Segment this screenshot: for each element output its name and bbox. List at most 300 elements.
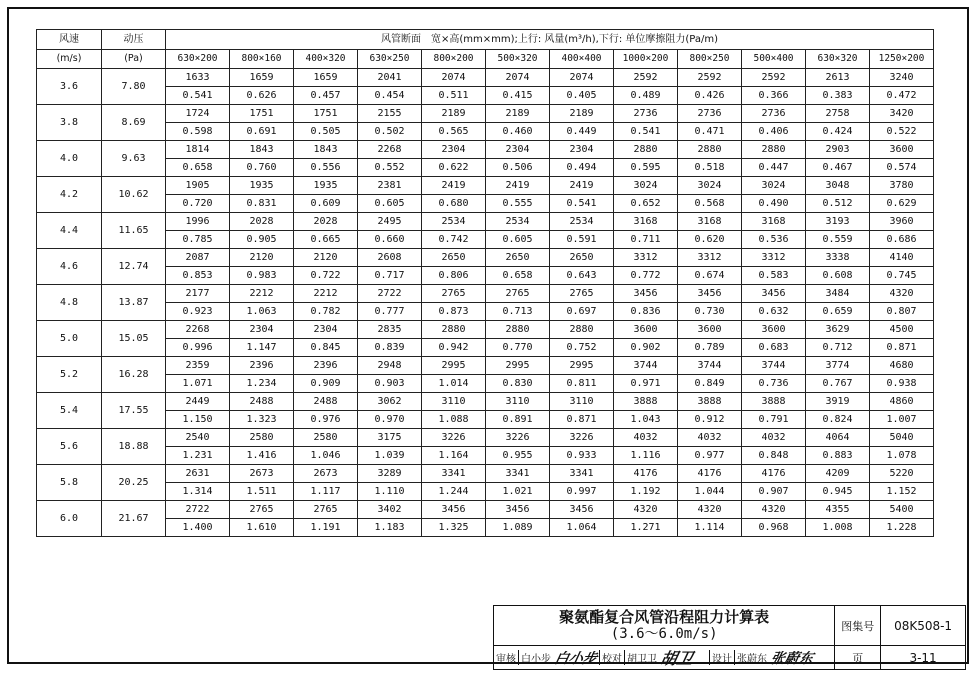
- airflow-cell: 2041: [358, 69, 422, 87]
- friction-resistance-cell: 1.088: [422, 411, 486, 429]
- friction-resistance-cell: 1.071: [166, 375, 230, 393]
- drawing-title: 聚氨酯复合风管沿程阻力计算表: [559, 608, 770, 626]
- pressure-unit: (Pa): [102, 50, 166, 69]
- table-row-airflow: [37, 321, 934, 339]
- air-speed-cell: 4.4: [37, 213, 102, 249]
- friction-resistance-cell: 0.467: [806, 159, 870, 177]
- airflow-cell: 3110: [550, 393, 614, 411]
- friction-resistance-cell: 0.622: [422, 159, 486, 177]
- design-name: 张蔚东: [734, 650, 769, 665]
- check-label: 校对: [599, 650, 624, 665]
- friction-resistance-cell: 1.511: [230, 483, 294, 501]
- friction-resistance-cell: 0.574: [870, 159, 934, 177]
- friction-resistance-cell: 1.008: [806, 519, 870, 537]
- friction-resistance-cell: 0.686: [870, 231, 934, 249]
- airflow-cell: 4320: [870, 285, 934, 303]
- airflow-cell: 3024: [742, 177, 806, 195]
- friction-resistance-cell: 0.426: [678, 87, 742, 105]
- friction-resistance-cell: 0.489: [614, 87, 678, 105]
- friction-resistance-cell: 0.502: [358, 123, 422, 141]
- airflow-cell: 4860: [870, 393, 934, 411]
- review-name: 白小步: [518, 650, 553, 665]
- friction-resistance-cell: 1.063: [230, 303, 294, 321]
- airflow-cell: 2488: [230, 393, 294, 411]
- airflow-cell: 3226: [422, 429, 486, 447]
- friction-resistance-cell: 0.807: [870, 303, 934, 321]
- table-row-resistance: [37, 159, 934, 177]
- airflow-cell: 2359: [166, 357, 230, 375]
- duct-size-header: 800×250: [678, 50, 742, 69]
- airflow-cell: 3338: [806, 249, 870, 267]
- airflow-cell: 3024: [678, 177, 742, 195]
- airflow-cell: 2212: [294, 285, 358, 303]
- friction-resistance-cell: 0.903: [358, 375, 422, 393]
- airflow-cell: 2580: [294, 429, 358, 447]
- friction-resistance-cell: 1.152: [870, 483, 934, 501]
- atlas-label: 图集号: [835, 606, 881, 646]
- airflow-cell: 5040: [870, 429, 934, 447]
- dynamic-pressure-cell: 12.74: [102, 249, 166, 285]
- airflow-cell: 2631: [166, 465, 230, 483]
- friction-resistance-cell: 0.720: [166, 195, 230, 213]
- friction-resistance-cell: 0.712: [806, 339, 870, 357]
- duct-size-header: 400×400: [550, 50, 614, 69]
- airflow-cell: 3341: [486, 465, 550, 483]
- friction-resistance-cell: 1.021: [486, 483, 550, 501]
- table-row-resistance: [37, 303, 934, 321]
- dynamic-pressure-cell: 7.80: [102, 69, 166, 105]
- airflow-cell: 3048: [806, 177, 870, 195]
- air-speed-cell: 3.8: [37, 105, 102, 141]
- airflow-cell: 2995: [422, 357, 486, 375]
- airflow-cell: 4032: [742, 429, 806, 447]
- friction-resistance-cell: 0.791: [742, 411, 806, 429]
- friction-resistance-cell: 0.752: [550, 339, 614, 357]
- atlas-number: 08K508-1: [881, 606, 966, 646]
- airflow-cell: 2995: [550, 357, 614, 375]
- airflow-cell: 3110: [422, 393, 486, 411]
- friction-resistance-cell: 1.007: [870, 411, 934, 429]
- airflow-cell: 2534: [550, 213, 614, 231]
- airflow-cell: 3289: [358, 465, 422, 483]
- friction-resistance-cell: 0.506: [486, 159, 550, 177]
- airflow-cell: 3312: [742, 249, 806, 267]
- airflow-cell: 3600: [870, 141, 934, 159]
- airflow-cell: 3744: [678, 357, 742, 375]
- airflow-cell: 5220: [870, 465, 934, 483]
- review-label: 审核: [496, 654, 516, 665]
- duct-size-header: 1000×200: [614, 50, 678, 69]
- air-speed-cell: 4.2: [37, 177, 102, 213]
- airflow-cell: 3780: [870, 177, 934, 195]
- drawing-subtitle: (3.6～6.0m/s): [610, 626, 718, 642]
- airflow-cell: 2534: [486, 213, 550, 231]
- dynamic-pressure-cell: 18.88: [102, 429, 166, 465]
- friction-resistance-cell: 0.836: [614, 303, 678, 321]
- friction-resistance-cell: 1.271: [614, 519, 678, 537]
- airflow-cell: 2673: [230, 465, 294, 483]
- air-speed-cell: 3.6: [37, 69, 102, 105]
- airflow-cell: 4680: [870, 357, 934, 375]
- friction-resistance-cell: 0.415: [486, 87, 550, 105]
- airflow-cell: 1935: [230, 177, 294, 195]
- table-row-airflow: [37, 465, 934, 483]
- friction-resistance-cell: 0.512: [806, 195, 870, 213]
- friction-resistance-cell: 0.683: [742, 339, 806, 357]
- friction-resistance-cell: 0.697: [550, 303, 614, 321]
- duct-size-header: 400×320: [294, 50, 358, 69]
- dynamic-pressure-cell: 11.65: [102, 213, 166, 249]
- air-speed-cell: 6.0: [37, 501, 102, 537]
- friction-resistance-cell: 0.806: [422, 267, 486, 285]
- airflow-cell: 3456: [614, 285, 678, 303]
- friction-resistance-cell: 0.541: [166, 87, 230, 105]
- friction-resistance-cell: 1.323: [230, 411, 294, 429]
- friction-resistance-cell: 0.811: [550, 375, 614, 393]
- airflow-cell: 3024: [614, 177, 678, 195]
- friction-resistance-cell: 0.680: [422, 195, 486, 213]
- friction-resistance-cell: 0.652: [614, 195, 678, 213]
- airflow-cell: 4355: [806, 501, 870, 519]
- airflow-cell: 2650: [550, 249, 614, 267]
- airflow-cell: 2449: [166, 393, 230, 411]
- airflow-cell: 1843: [294, 141, 358, 159]
- dynamic-pressure-cell: 16.28: [102, 357, 166, 393]
- friction-resistance-cell: 0.598: [166, 123, 230, 141]
- air-speed-cell: 5.4: [37, 393, 102, 429]
- table-row-airflow: [37, 177, 934, 195]
- airflow-cell: 4176: [742, 465, 806, 483]
- airflow-cell: 2736: [614, 105, 678, 123]
- friction-resistance-cell: 0.447: [742, 159, 806, 177]
- airflow-cell: 3226: [550, 429, 614, 447]
- friction-resistance-cell: 0.472: [870, 87, 934, 105]
- airflow-cell: 2268: [358, 141, 422, 159]
- airflow-cell: 2880: [742, 141, 806, 159]
- friction-resistance-cell: 0.405: [550, 87, 614, 105]
- table-row-airflow: [37, 213, 934, 231]
- friction-resistance-cell: 0.591: [550, 231, 614, 249]
- air-speed-cell: 5.0: [37, 321, 102, 357]
- airflow-cell: 4320: [614, 501, 678, 519]
- airflow-cell: 3600: [742, 321, 806, 339]
- friction-resistance-cell: 0.406: [742, 123, 806, 141]
- airflow-cell: 2189: [486, 105, 550, 123]
- friction-resistance-cell: 0.511: [422, 87, 486, 105]
- friction-resistance-cell: 1.610: [230, 519, 294, 537]
- airflow-cell: 2765: [486, 285, 550, 303]
- airflow-cell: 2592: [614, 69, 678, 87]
- friction-resistance-cell: 0.970: [358, 411, 422, 429]
- airflow-cell: 3456: [422, 501, 486, 519]
- friction-resistance-cell: 0.541: [614, 123, 678, 141]
- table-row-airflow: [37, 69, 934, 87]
- airflow-cell: 2673: [294, 465, 358, 483]
- airflow-cell: 2304: [422, 141, 486, 159]
- pressure-header: 动压: [102, 30, 166, 50]
- airflow-cell: 4176: [614, 465, 678, 483]
- airflow-cell: 3226: [486, 429, 550, 447]
- friction-resistance-cell: 0.541: [550, 195, 614, 213]
- friction-resistance-cell: 0.608: [806, 267, 870, 285]
- airflow-cell: 3888: [678, 393, 742, 411]
- dynamic-pressure-cell: 15.05: [102, 321, 166, 357]
- air-speed-cell: 4.0: [37, 141, 102, 177]
- airflow-cell: 2534: [422, 213, 486, 231]
- airflow-cell: 2722: [166, 501, 230, 519]
- signature-row: [494, 646, 835, 670]
- airflow-cell: 2268: [166, 321, 230, 339]
- friction-resistance-cell: 0.717: [358, 267, 422, 285]
- airflow-cell: 1996: [166, 213, 230, 231]
- airflow-cell: 3456: [678, 285, 742, 303]
- friction-resistance-cell: 0.853: [166, 267, 230, 285]
- drawing-title-cell: [494, 606, 835, 646]
- friction-resistance-cell: 1.116: [614, 447, 678, 465]
- friction-resistance-cell: 0.568: [678, 195, 742, 213]
- friction-resistance-cell: 0.902: [614, 339, 678, 357]
- friction-resistance-cell: 0.490: [742, 195, 806, 213]
- friction-resistance-cell: 0.555: [486, 195, 550, 213]
- friction-resistance-cell: 0.831: [230, 195, 294, 213]
- airflow-cell: 1724: [166, 105, 230, 123]
- airflow-cell: 3193: [806, 213, 870, 231]
- friction-resistance-cell: 0.605: [486, 231, 550, 249]
- friction-resistance-cell: 0.871: [870, 339, 934, 357]
- dynamic-pressure-cell: 10.62: [102, 177, 166, 213]
- friction-resistance-cell: 0.674: [678, 267, 742, 285]
- table-row-resistance: [37, 519, 934, 537]
- friction-resistance-cell: 1.117: [294, 483, 358, 501]
- dynamic-pressure-cell: 8.69: [102, 105, 166, 141]
- friction-resistance-cell: 0.891: [486, 411, 550, 429]
- friction-resistance-cell: 1.400: [166, 519, 230, 537]
- friction-resistance-cell: 0.883: [806, 447, 870, 465]
- table-row-resistance: [37, 339, 934, 357]
- duct-size-header: 800×200: [422, 50, 486, 69]
- airflow-cell: 2736: [742, 105, 806, 123]
- airflow-cell: 2304: [294, 321, 358, 339]
- friction-resistance-cell: 0.849: [678, 375, 742, 393]
- airflow-cell: 3240: [870, 69, 934, 87]
- airflow-cell: 2189: [422, 105, 486, 123]
- table-row-resistance: [37, 375, 934, 393]
- airflow-cell: 1905: [166, 177, 230, 195]
- air-speed-cell: 4.8: [37, 285, 102, 321]
- airflow-cell: 3341: [422, 465, 486, 483]
- friction-resistance-cell: 1.228: [870, 519, 934, 537]
- airflow-cell: 2120: [230, 249, 294, 267]
- table-row-resistance: [37, 123, 934, 141]
- friction-resistance-cell: 0.629: [870, 195, 934, 213]
- airflow-cell: 3420: [870, 105, 934, 123]
- airflow-cell: 2995: [486, 357, 550, 375]
- friction-resistance-cell: 1.244: [422, 483, 486, 501]
- airflow-cell: 3888: [614, 393, 678, 411]
- friction-resistance-cell: 0.909: [294, 375, 358, 393]
- airflow-cell: 3629: [806, 321, 870, 339]
- table-row-resistance: [37, 87, 934, 105]
- airflow-cell: 3744: [742, 357, 806, 375]
- airflow-cell: 3774: [806, 357, 870, 375]
- friction-resistance-cell: 0.658: [486, 267, 550, 285]
- table-row-resistance: [37, 483, 934, 501]
- airflow-cell: 3484: [806, 285, 870, 303]
- table-row-airflow: [37, 105, 934, 123]
- friction-resistance-cell: 1.064: [550, 519, 614, 537]
- airflow-cell: 2736: [678, 105, 742, 123]
- friction-resistance-cell: 0.460: [486, 123, 550, 141]
- airflow-cell: 2948: [358, 357, 422, 375]
- friction-resistance-cell: 0.660: [358, 231, 422, 249]
- friction-resistance-cell: 0.713: [486, 303, 550, 321]
- speed-unit: (m/s): [37, 50, 102, 69]
- airflow-cell: 2880: [486, 321, 550, 339]
- friction-resistance-cell: 0.933: [550, 447, 614, 465]
- friction-resistance-cell: 1.014: [422, 375, 486, 393]
- airflow-cell: 2074: [550, 69, 614, 87]
- airflow-cell: 2722: [358, 285, 422, 303]
- friction-resistance-cell: 0.454: [358, 87, 422, 105]
- airflow-cell: 2592: [742, 69, 806, 87]
- friction-resistance-cell: 0.955: [486, 447, 550, 465]
- airflow-cell: 2835: [358, 321, 422, 339]
- friction-resistance-cell: 0.997: [550, 483, 614, 501]
- friction-resistance-cell: 1.110: [358, 483, 422, 501]
- friction-resistance-cell: 0.767: [806, 375, 870, 393]
- airflow-cell: 2381: [358, 177, 422, 195]
- dynamic-pressure-cell: 21.67: [102, 501, 166, 537]
- airflow-cell: 2650: [422, 249, 486, 267]
- airflow-cell: 2028: [230, 213, 294, 231]
- friction-resistance-cell: 0.772: [614, 267, 678, 285]
- friction-resistance-cell: 1.192: [614, 483, 678, 501]
- airflow-cell: 2495: [358, 213, 422, 231]
- friction-resistance-cell: 0.383: [806, 87, 870, 105]
- speed-header: 风速: [37, 30, 102, 50]
- title-block: [493, 605, 966, 670]
- friction-resistance-cell: 0.605: [358, 195, 422, 213]
- friction-resistance-cell: 0.494: [550, 159, 614, 177]
- friction-resistance-cell: 0.659: [806, 303, 870, 321]
- friction-resistance-cell: 1.325: [422, 519, 486, 537]
- friction-resistance-cell: 1.231: [166, 447, 230, 465]
- friction-resistance-cell: 0.583: [742, 267, 806, 285]
- air-speed-cell: 5.8: [37, 465, 102, 501]
- airflow-cell: 3960: [870, 213, 934, 231]
- airflow-cell: 3062: [358, 393, 422, 411]
- duct-size-header: 500×320: [486, 50, 550, 69]
- airflow-cell: 3456: [742, 285, 806, 303]
- airflow-cell: 2419: [550, 177, 614, 195]
- airflow-cell: 3402: [358, 501, 422, 519]
- friction-resistance-cell: 0.830: [486, 375, 550, 393]
- page-number: 3-11: [881, 646, 966, 670]
- airflow-cell: 3888: [742, 393, 806, 411]
- airflow-cell: 2613: [806, 69, 870, 87]
- duct-size-header: 1250×200: [870, 50, 934, 69]
- table-row-resistance: [37, 195, 934, 213]
- design-signature: 张蔚东: [769, 650, 815, 667]
- airflow-cell: 1633: [166, 69, 230, 87]
- friction-resistance-cell: 0.536: [742, 231, 806, 249]
- airflow-cell: 2765: [550, 285, 614, 303]
- airflow-cell: 3110: [486, 393, 550, 411]
- airflow-cell: 2765: [422, 285, 486, 303]
- airflow-cell: 3175: [358, 429, 422, 447]
- table-row-resistance: [37, 411, 934, 429]
- friction-resistance-cell: 0.559: [806, 231, 870, 249]
- table-caption: 风管断面 宽×高(mm×mm);上行: 风量(m³/h),下行: 单位摩擦阻力(Pa/m): [166, 30, 934, 50]
- duct-size-header: 630×250: [358, 50, 422, 69]
- airflow-cell: 4064: [806, 429, 870, 447]
- airflow-cell: 1659: [230, 69, 294, 87]
- friction-resistance-cell: 1.150: [166, 411, 230, 429]
- airflow-cell: 2396: [230, 357, 294, 375]
- friction-resistance-cell: 0.905: [230, 231, 294, 249]
- friction-resistance-cell: 0.839: [358, 339, 422, 357]
- check-name: 胡卫卫: [624, 650, 659, 665]
- air-speed-cell: 5.6: [37, 429, 102, 465]
- friction-resistance-cell: 0.785: [166, 231, 230, 249]
- airflow-cell: 4032: [678, 429, 742, 447]
- dynamic-pressure-cell: 20.25: [102, 465, 166, 501]
- airflow-cell: 2608: [358, 249, 422, 267]
- friction-resistance-cell: 0.845: [294, 339, 358, 357]
- duct-size-header: 500×400: [742, 50, 806, 69]
- dynamic-pressure-cell: 9.63: [102, 141, 166, 177]
- table-row-airflow: [37, 141, 934, 159]
- friction-resistance-cell: 1.314: [166, 483, 230, 501]
- friction-resistance-cell: 1.191: [294, 519, 358, 537]
- friction-resistance-cell: 0.742: [422, 231, 486, 249]
- airflow-cell: 1935: [294, 177, 358, 195]
- friction-resistance-cell: 1.089: [486, 519, 550, 537]
- airflow-cell: 3168: [742, 213, 806, 231]
- airflow-cell: 2074: [486, 69, 550, 87]
- friction-resistance-cell: 0.996: [166, 339, 230, 357]
- friction-resistance-cell: 0.609: [294, 195, 358, 213]
- airflow-cell: 4320: [742, 501, 806, 519]
- friction-resistance-cell: 0.722: [294, 267, 358, 285]
- friction-resistance-cell: 0.745: [870, 267, 934, 285]
- friction-resistance-cell: 1.044: [678, 483, 742, 501]
- friction-resistance-cell: 0.983: [230, 267, 294, 285]
- friction-resistance-cell: 1.416: [230, 447, 294, 465]
- airflow-cell: 2903: [806, 141, 870, 159]
- airflow-cell: 2758: [806, 105, 870, 123]
- airflow-cell: 2488: [294, 393, 358, 411]
- friction-resistance-cell: 1.147: [230, 339, 294, 357]
- airflow-cell: 2592: [678, 69, 742, 87]
- table-row-airflow: [37, 501, 934, 519]
- airflow-cell: 2212: [230, 285, 294, 303]
- friction-resistance-cell: 0.691: [230, 123, 294, 141]
- airflow-cell: 4176: [678, 465, 742, 483]
- table-row-airflow: [37, 357, 934, 375]
- duct-size-header: 630×320: [806, 50, 870, 69]
- table-row-resistance: [37, 267, 934, 285]
- airflow-cell: 1659: [294, 69, 358, 87]
- duct-size-header: 800×160: [230, 50, 294, 69]
- friction-resistance-cell: 0.518: [678, 159, 742, 177]
- airflow-cell: 2880: [550, 321, 614, 339]
- friction-resistance-cell: 1.078: [870, 447, 934, 465]
- airflow-cell: 2074: [422, 69, 486, 87]
- friction-resistance-cell: 0.556: [294, 159, 358, 177]
- friction-resistance-cell: 0.565: [422, 123, 486, 141]
- friction-resistance-cell: 0.471: [678, 123, 742, 141]
